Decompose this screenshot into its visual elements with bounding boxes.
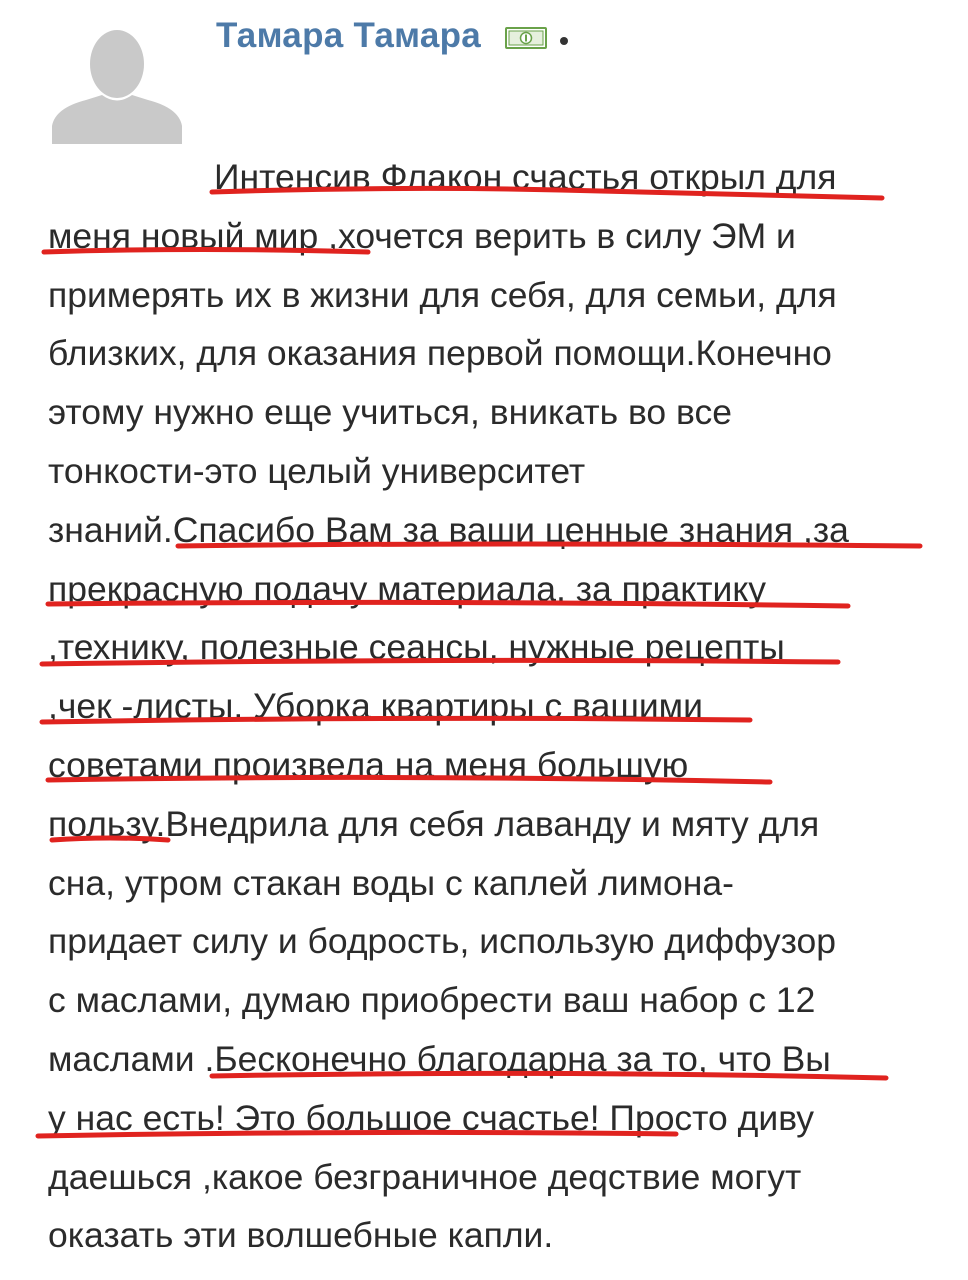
comment-line: этому нужно еще учиться, вникать во все (48, 392, 732, 433)
comment-author-name[interactable]: Тамара Тамара (216, 16, 482, 55)
comment-body (48, 148, 948, 1265)
comment-line: Интенсив Флакон счастья открыл для (214, 157, 837, 197)
comment-line: ,технику, полезные сеансы, нужные рецепты (48, 627, 785, 668)
comment-line: сна, утром стакан воды с каплей лимона- (48, 862, 734, 903)
comment-line: меня новый мир ,хочется верить в силу ЭМ и (48, 215, 796, 256)
comment-line: примерять их в жизни для себя, для семьи, для (48, 274, 837, 315)
default-user-avatar-icon[interactable] (52, 22, 182, 144)
comment-line: прекрасную подачу материала, за практику (48, 568, 767, 609)
comment-line: тонкости-это целый университет (48, 450, 586, 491)
comment-line: маслами .Бесконечно благодарна за то, что Вы (48, 1038, 831, 1079)
comment-line: с маслами, думаю приобрести ваш набор с 12 (48, 980, 816, 1021)
comment-line: придает силу и бодрость, использую диффузор (48, 921, 837, 962)
comment-line: у нас есть! Это большое счастье! Просто диву (48, 1097, 815, 1138)
comment-line: советами произвела на меня большую (48, 744, 689, 785)
comment-line: ,чек -листы. Уборка квартиры с вашими (48, 686, 703, 727)
comment-line: оказать эти волшебные капли. (48, 1215, 554, 1256)
comment-line: даешься ,какое безграничное деqствие могут (48, 1156, 802, 1197)
money-bill-icon (505, 27, 547, 49)
dot-separator-icon (560, 37, 568, 45)
comment-line: знаний.Спасибо Вам за ваши ценные знания ,за (48, 509, 849, 550)
comment-line: пользу.Внедрила для себя лаванду и мяту для (48, 803, 820, 844)
comment-line: близких, для оказания первой помощи.Конечно (48, 333, 832, 374)
